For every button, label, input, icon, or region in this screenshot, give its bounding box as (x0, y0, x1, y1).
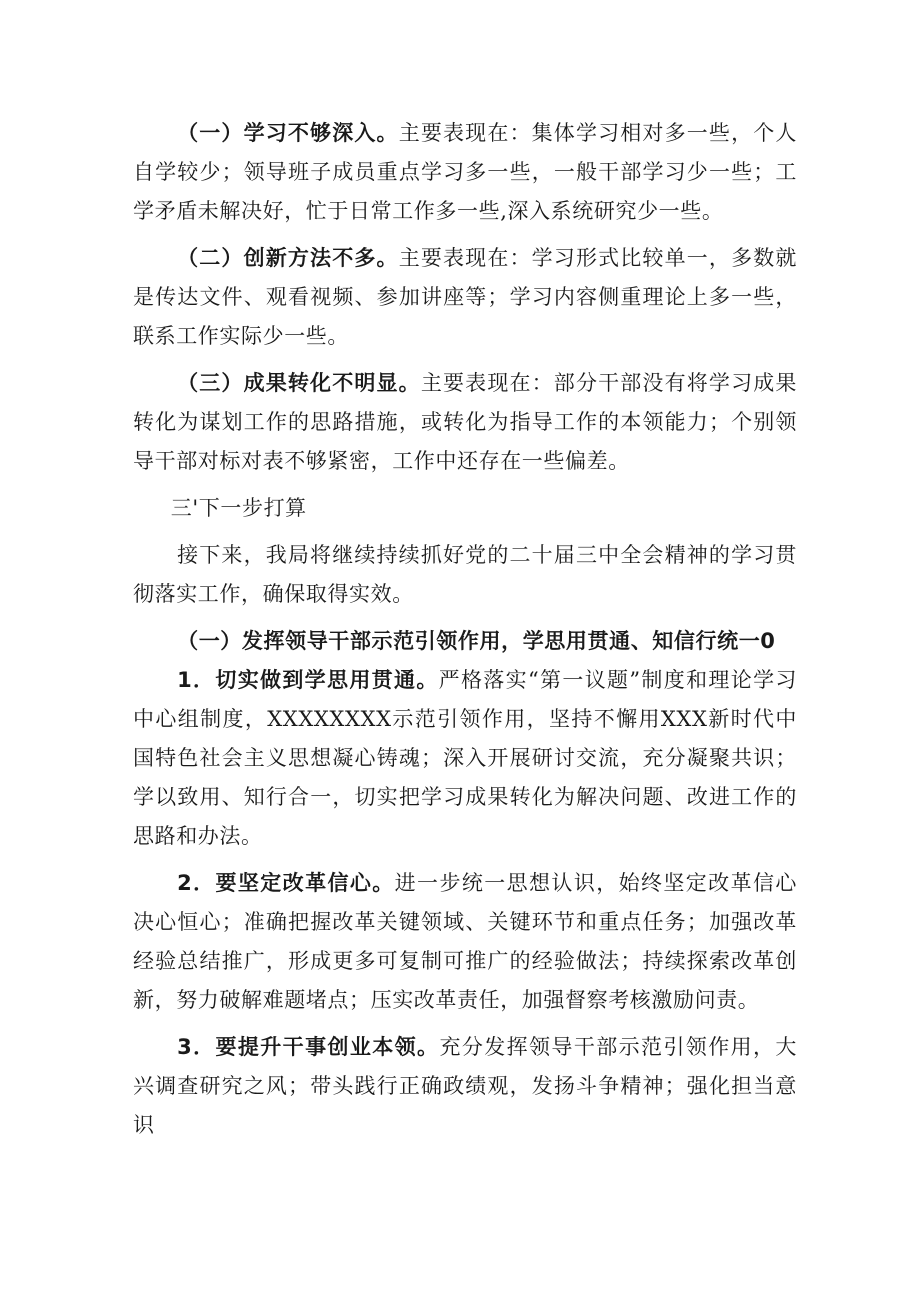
step-body-2: 进一步统一思想认识，始终坚定改革信心决心恒心；准确把握改革关键领域、关键环节和重点任务；加强改革经验总结推广，形成更多可复制可推广的经验做法；持续探索改革创新，努力破解难题堵点；压实改革责任，加强督察考核激励问责。 (133, 871, 797, 1012)
problem-paragraph-2 (133, 239, 797, 356)
step-body-1: 严格落实“第一议题”制度和理论学习中心组制度，XXXXXXXX示范引领作用，坚持不懈用XXX新时代中国特色社会主义思想凝心铸魂；深入开展研讨交流，充分凝聚共识；学以致用、知行合一，切实把学习成果转化为解决问题、改进工作的思路和办法。 (133, 668, 798, 848)
step-paragraph-1 (133, 661, 797, 856)
step-body-3: 充分发挥领导干部示范引领作用，大兴调查研究之风；带头践行正确政绩观，发扬斗争精神；强化担当意识 (133, 1035, 797, 1137)
step-paragraph-3 (133, 1028, 797, 1145)
problem-paragraph-1 (133, 114, 797, 231)
intro-paragraph: 接下来，我局将继续持续抓好党的二十届三中全会精神的学习贯彻落实工作，确保取得实效。 (133, 543, 797, 606)
document-page (133, 114, 797, 1153)
problem-title-1: （一）学习不够深入。 (177, 121, 399, 145)
problem-title-2: （二）创新方法不多。 (177, 246, 399, 270)
step-title-1: 1．切实做到学思用贯通。 (177, 668, 439, 692)
step-title-3: 3．要提升干事创业本领。 (177, 1035, 440, 1059)
section-heading-next-steps: 三'下一步打算 (170, 496, 307, 520)
step-paragraph-2 (133, 864, 797, 1020)
problem-body-1: 主要表现在：集体学习相对多一些，个人自学较少；领导班子成员重点学习多一些，一般干部学习少一些；工学矛盾未解决好，忙于日常工作多一些,深入系统研究少一些。 (133, 121, 797, 223)
problem-title-3: （三）成果转化不明显。 (177, 371, 421, 395)
subsection-heading: （一）发挥领导干部示范引领作用，学思用贯通、知信行统一0 (177, 629, 776, 653)
problem-body-3: 主要表现在：部分干部没有将学习成果转化为谋划工作的思路措施，或转化为指导工作的本领能力；个别领导干部对标对表不够紧密，工作中还存在一些偏差。 (133, 371, 797, 473)
problem-paragraph-3 (133, 364, 797, 481)
step-title-2: 2．要坚定改革信心。 (177, 871, 395, 895)
problem-body-2: 主要表现在：学习形式比较单一，多数就是传达文件、观看视频、参加讲座等；学习内容侧重理论上多一些，联系工作实际少一些。 (133, 246, 797, 348)
